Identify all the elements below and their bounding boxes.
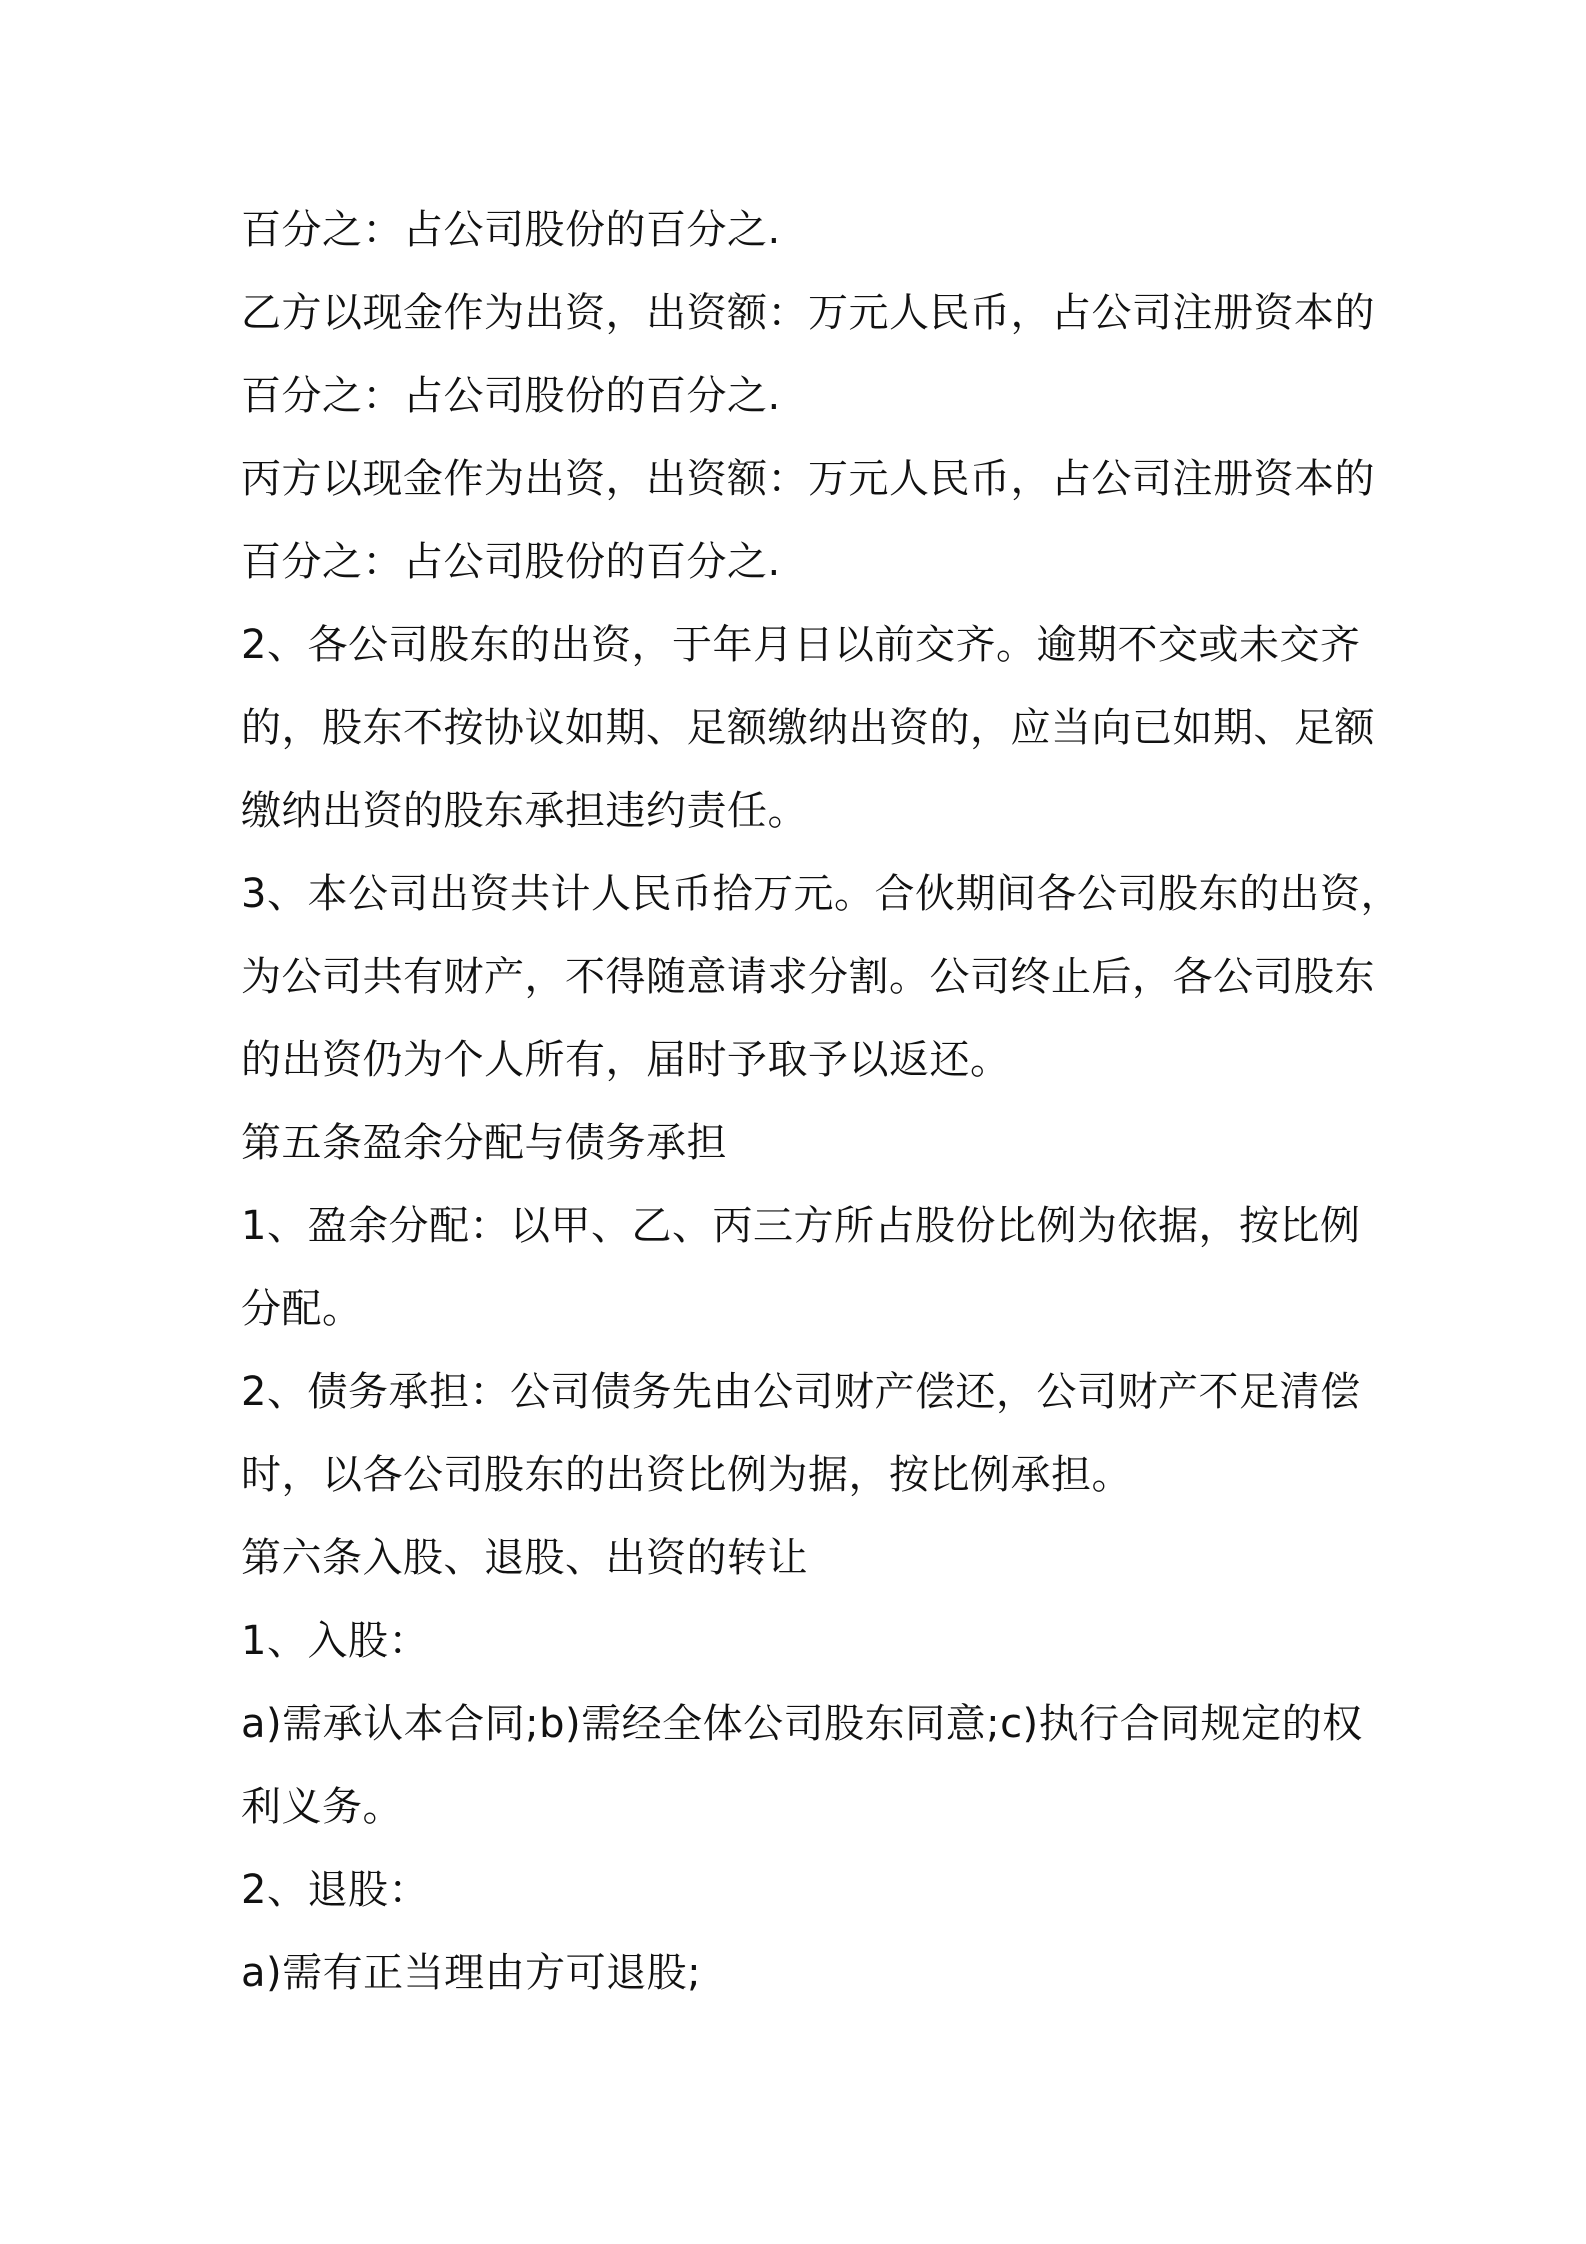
text-line: 2、各公司股东的出资，于年月日以前交齐。逾期不交或未交齐: [241, 622, 1361, 668]
text-line: 为公司共有财产，不得随意请求分割。公司终止后，各公司股东: [241, 954, 1375, 1000]
text-line: 3、本公司出资共计人民币拾万元。合伙期间各公司股东的出资，: [241, 871, 1401, 917]
text-line: a)需承认本合同;b)需经全体公司股东同意;c)执行合同规定的权: [241, 1701, 1363, 1747]
text-line: 百分之：占公司股份的百分之.: [241, 207, 781, 253]
text-line: 缴纳出资的股东承担违约责任。: [241, 788, 808, 834]
text-line: 百分之：占公司股份的百分之.: [241, 539, 781, 585]
text-line: 的出资仍为个人所有，届时予取予以返还。: [241, 1037, 1011, 1083]
section-heading: 第六条入股、退股、出资的转让: [241, 1535, 808, 1581]
text-line: 2、退股：: [241, 1867, 429, 1913]
text-line: 2、债务承担：公司债务先由公司财产偿还，公司财产不足清偿: [241, 1369, 1361, 1415]
text-line: 时，以各公司股东的出资比例为据，按比例承担。: [241, 1452, 1132, 1498]
text-line: 百分之：占公司股份的百分之.: [241, 373, 781, 419]
section-heading: 第五条盈余分配与债务承担: [241, 1120, 727, 1166]
text-line: 分配。: [241, 1286, 363, 1332]
text-line: a)需有正当理由方可退股;: [241, 1950, 702, 1996]
text-line: 丙方以现金作为出资，出资额：万元人民币，占公司注册资本的: [241, 456, 1375, 502]
text-line: 乙方以现金作为出资，出资额：万元人民币，占公司注册资本的: [241, 290, 1375, 336]
text-line: 1、入股：: [241, 1618, 429, 1664]
text-line: 1、盈余分配：以甲、乙、丙三方所占股份比例为依据，按比例: [241, 1203, 1361, 1249]
text-line: 利义务。: [241, 1784, 403, 1830]
text-line: 的，股东不按协议如期、足额缴纳出资的，应当向已如期、足额: [241, 705, 1375, 751]
